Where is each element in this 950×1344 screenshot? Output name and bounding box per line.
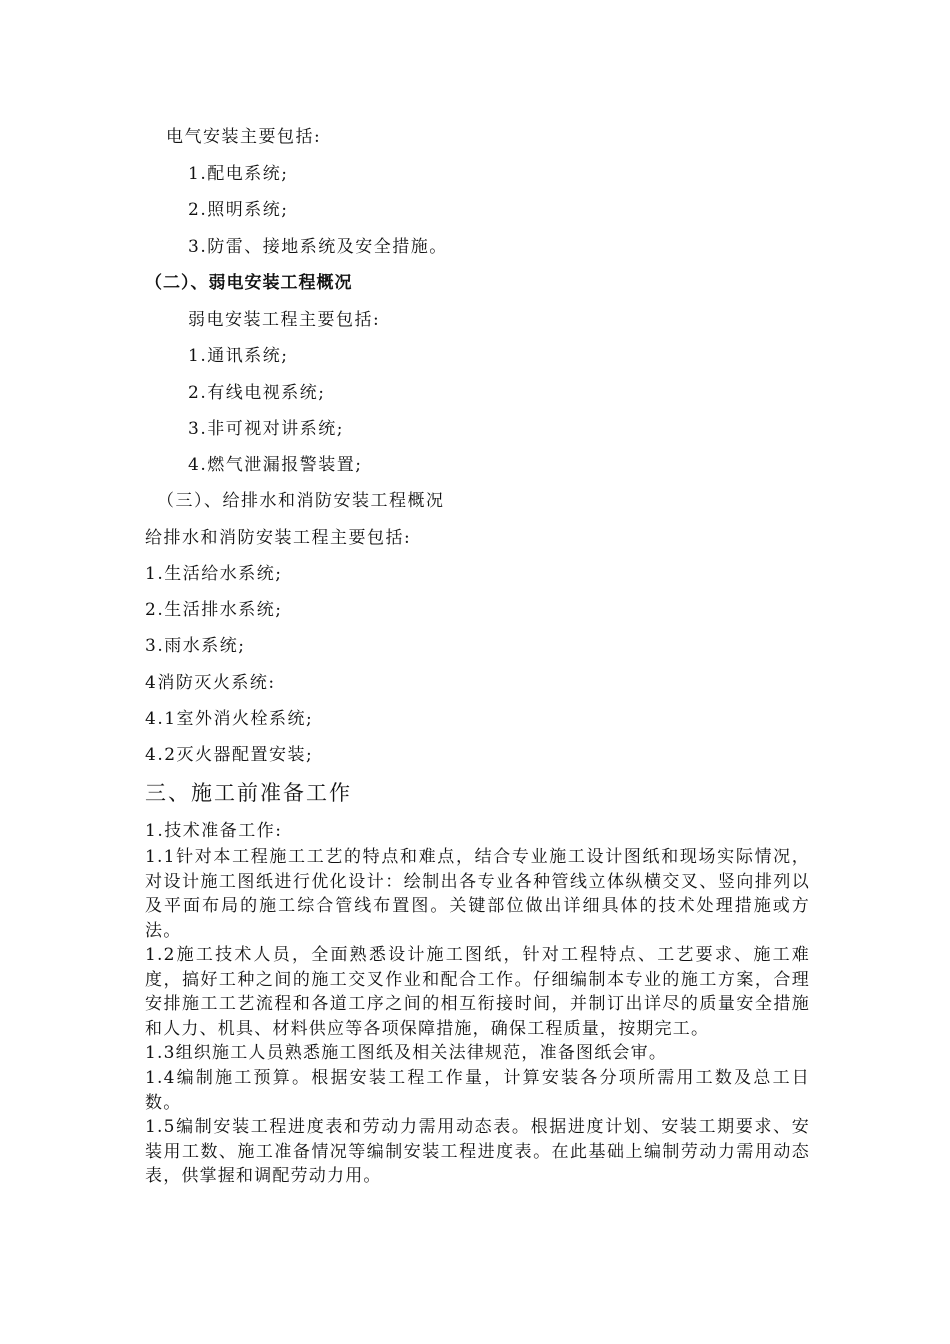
technical-prep-subheading: 1.技术准备工作: — [145, 821, 283, 841]
preparation-heading: 三、施工前准备工作 — [145, 781, 352, 805]
electrical-item-2: 2.照明系统; — [188, 200, 289, 220]
plumbing-heading: （三）、给排水和消防安装工程概况 — [157, 491, 445, 511]
paragraph-1-2: 1.2施工技术人员，全面熟悉设计施工图纸，针对工程特点、工艺要求、施工难度，搞好工种之间的施工交叉作业和配合工作。仔细编制本专业的施工方案，合理安排施工工艺流程和各道工序之间的相互衔接时间，并制订出详尽的质量安全措施和人力、机具、材料供应等各项保障措施，确保工程质量，按期完工。 — [145, 945, 810, 1039]
low-voltage-intro: 弱电安装工程主要包括: — [188, 310, 381, 330]
plumbing-item-2: 2.生活排水系统; — [145, 600, 283, 620]
low-voltage-item-1: 1.通讯系统; — [188, 346, 289, 366]
electrical-intro: 电气安装主要包括: — [166, 127, 322, 147]
plumbing-intro: 给排水和消防安装工程主要包括: — [145, 528, 412, 548]
paragraph-1-4: 1.4编制施工预算。根据安装工程工作量，计算安装各分项所需用工数及总工日数。 — [145, 1068, 810, 1113]
plumbing-item-4-2: 4.2灭火器配置安装; — [145, 745, 314, 765]
low-voltage-item-2: 2.有线电视系统; — [188, 383, 326, 403]
paragraph-1-5: 1.5编制安装工程进度表和劳动力需用动态表。根据进度计划、安装工期要求、安装用工数、施工准备情况等编制安装工程进度表。在此基础上编制劳动力需用动态表，供掌握和调配劳动力用。 — [145, 1117, 810, 1186]
paragraph-1-1: 1.1针对本工程施工工艺的特点和难点，结合专业施工设计图纸和现场实际情况，对设计施工图纸进行优化设计：绘制出各专业各种管线立体纵横交叉、竖向排列以及平面布局的施工综合管线布置图。关键部位做出详细具体的技术处理措施或方法。 — [145, 847, 810, 941]
low-voltage-heading: （二）、弱电安装工程概况 — [145, 273, 353, 293]
plumbing-item-3: 3.雨水系统; — [145, 636, 246, 656]
low-voltage-item-3: 3.非可视对讲系统; — [188, 419, 344, 439]
plumbing-item-4: 4消防灭火系统: — [145, 673, 276, 693]
plumbing-item-4-1: 4.1室外消火栓系统; — [145, 709, 314, 729]
electrical-item-1: 1.配电系统; — [188, 164, 289, 184]
low-voltage-item-4: 4.燃气泄漏报警装置; — [188, 455, 363, 475]
plumbing-item-1: 1.生活给水系统; — [145, 564, 283, 584]
paragraph-1-3: 1.3组织施工人员熟悉施工图纸及相关法律规范，准备图纸会审。 — [145, 1043, 668, 1063]
electrical-item-3: 3.防雷、接地系统及安全措施。 — [188, 237, 448, 257]
